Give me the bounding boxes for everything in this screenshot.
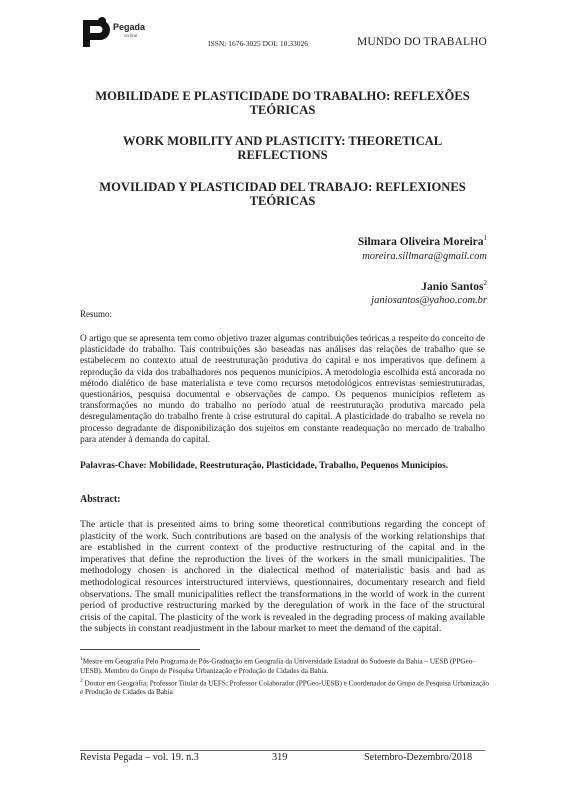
section-label: MUNDO DO TRABALHO	[357, 36, 487, 48]
abstract-heading: Abstract:	[80, 494, 121, 505]
keywords: Palavras-Chave: Mobilidade, Reestruturação, Plasticidade, Trabalho, Pequenos Municípios.	[80, 461, 449, 471]
author-1-name	[358, 234, 487, 248]
resumo-paragraph: O artigo que se apresenta tem como objetivo trazer algumas contribuições teóricas a respeito do conceito de plasticidade do trabalho. Tais contribuições são baseadas nas análises das relações de trabalho que se estabelecem no contexto atual de reestruturação produtiva do capital e nos imperativos que definem a reprodução da vida dos trabalhadores nos pequenos municípios. A metodologia escolhida está ancorada no método dialético de base materialista e teve como recursos metodológicos entrevistas semiestruturadas, questionários, pesquisa documental e observações de campo. Os pequenos municípios refletem as transformações no mundo do trabalho no período atual de reestruturação produtiva marcado pela desregulamentação do trabalho frente à crise estrutural do capital. A plasticidade do trabalho se revela no processo degradante de disponibilização dos sujeitos em constante readequação no mercado de trabalho para atender à demanda do capital.	[80, 334, 485, 445]
footnote-divider	[80, 649, 200, 650]
author-2-name-text: Janio Santos	[421, 280, 484, 293]
footnote-2	[80, 677, 490, 698]
footnote-1-text: Mestre em Geografia Pelo Programa de Pós-Graduação em Geografia da Universidade Estadual do Sudoeste da Bahia – UESB (PPGeo-UESB). Membro do Grupo de Pesquisa Urbanização e Produção de Cidades da Bahia.	[80, 657, 475, 675]
footer-divider	[80, 750, 485, 751]
author-2-footnote-mark: 2	[483, 279, 487, 287]
footer-date: Setembro-Dezembro/2018	[364, 752, 473, 763]
author-1-footnote-mark: 1	[483, 234, 487, 242]
footnote-1-mark: 1	[80, 656, 83, 662]
title-spanish: MOVILIDAD Y PLASTICIDAD DEL TRABAJO: REFLEXIONES TEÓRICAS	[99, 180, 466, 208]
author-2-name	[421, 279, 487, 293]
author-1-email[interactable]: moreira.sillmara@gmail.com	[362, 251, 487, 262]
footnotes	[80, 655, 490, 699]
footer-journal: Revista Pegada – vol. 19. n.3	[80, 752, 199, 763]
journal-logo-icon	[80, 15, 114, 49]
page-number: 319	[272, 752, 288, 763]
footnote-2-text: Doutor em Geografia; Professor Titular da UEFS; Professor Colaborador (PPGeo-UESB) e Coordenador do Grupo de Pesquisa Urbanização e Produção de Cidades da Bahia	[80, 679, 489, 697]
resumo-heading: Resumo:	[80, 309, 113, 319]
abstract-paragraph: The article that is presented aims to bring some theoretical contributions regarding the concept of plasticity of the work. Such contributions are based on the analysis of the working relationships that are established in the current context of the productive restructuring of the capital and in the imperatives that define the reproduction the lives of the workers in the small municipalities. The methodology chosen is anchored in the dialectical method of materialistic basis and had as methodological resources interstructured interviews, questionnaires, documentary research and field observations. The small municipalities reflect the transformations in the world of work in the current period of productive restructuring marked by the deregulation of work in the face of the structural crisis of the capital. The plasticity of the work is revealed in the degrading process of making available the subjects in constant readjustment in the labour market to meet the demand of the capital.	[80, 519, 485, 635]
title-portuguese: MOBILIDADE E PLASTICIDADE DO TRABALHO: REFLEXÕES TEÓRICAS	[95, 89, 470, 117]
author-2-email[interactable]: janiosantos@yahoo.com.br	[371, 295, 487, 306]
logo-wordmark: Pegada	[113, 22, 146, 32]
title-english: WORK MOBILITY AND PLASTICITY: THEORETICAL REFLECTIONS	[122, 134, 443, 162]
logo-subtitle: on line	[124, 33, 138, 38]
issn-doi: ISSN: 1676-3025 DOI: 10.33026	[208, 39, 309, 48]
footnote-1	[80, 655, 490, 676]
footnote-2-mark: 2	[80, 677, 83, 684]
author-1-name-text: Silmara Oliveira Moreira	[357, 235, 484, 248]
